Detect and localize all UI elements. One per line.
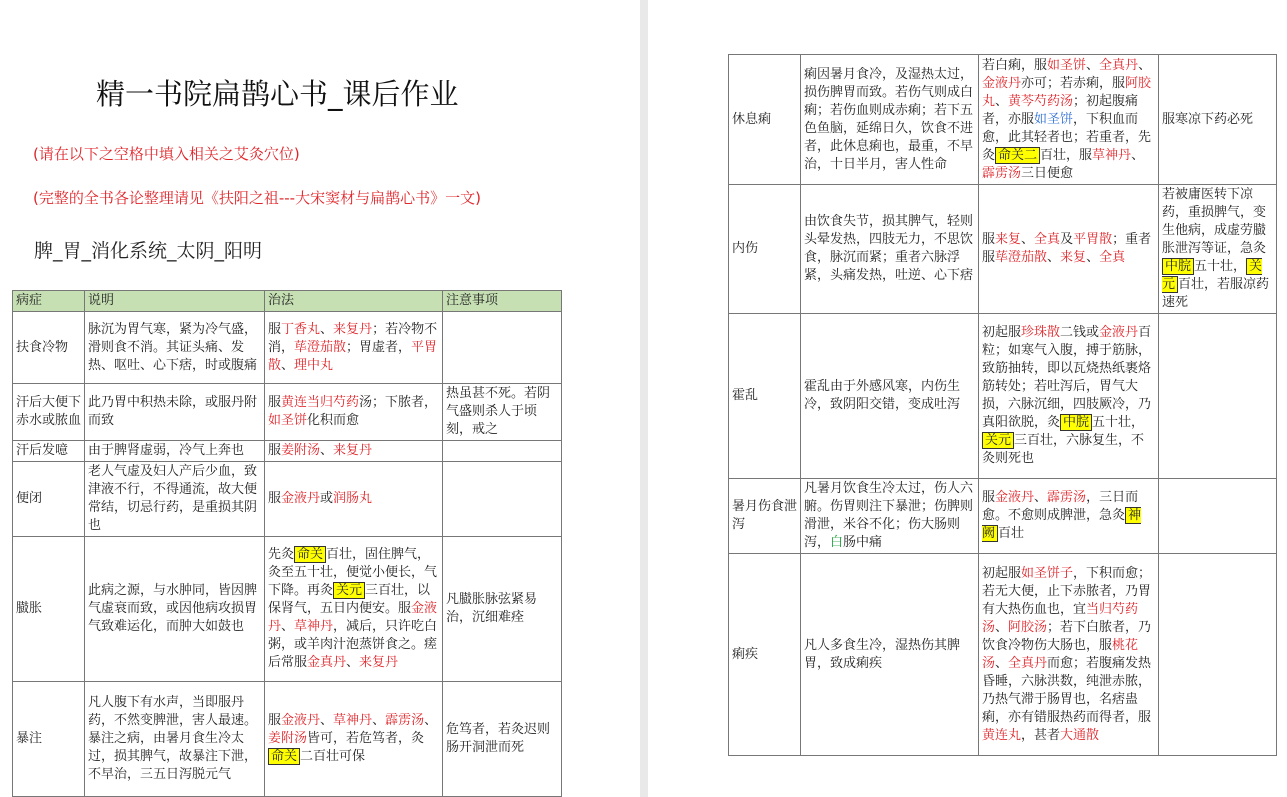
table-row xyxy=(13,537,562,682)
acupoint-highlight: 关元 xyxy=(1162,259,1263,292)
notes-cell xyxy=(443,312,562,384)
remedy-name: 黄芩芍药汤 xyxy=(1008,93,1074,109)
notes-cell xyxy=(1159,554,1277,756)
text-segment: 、 xyxy=(995,655,1009,671)
treatment-cell xyxy=(979,554,1159,756)
remedy-name: 金液丹 xyxy=(268,601,438,634)
remedy-name: 桃花汤 xyxy=(982,637,1139,671)
remedy-name: 金液丹 xyxy=(982,75,1022,91)
description-cell xyxy=(801,479,979,554)
remedy-name: 如圣饼子 xyxy=(1021,565,1074,581)
text-segment: 亦可；若赤痢，服 xyxy=(1021,75,1126,91)
disease-cell: 汗后发噫 xyxy=(13,441,85,462)
remedy-name: 如圣饼 xyxy=(1047,57,1087,73)
text-segment: 百壮 xyxy=(998,526,1025,541)
description-cell: 霍乱由于外感风寒，内伤生冷，致阴阳交错，变成吐泻 xyxy=(801,314,979,479)
remedy-name: 霹雳汤 xyxy=(982,165,1022,181)
text-segment: 五十壮， xyxy=(1194,259,1247,274)
description-cell: 此乃胃中积热未除，或服丹附而致 xyxy=(85,384,265,441)
reference-note: (完整的全书各论整理请见《扶阳之祖---大宋窦材与扁鹊心书》一文) xyxy=(33,189,481,207)
instruction-note: (请在以下之空格中填入相关之艾灸穴位) xyxy=(33,145,300,163)
remedy-name: 平胃散 xyxy=(268,339,438,373)
remedy-name: 来复 xyxy=(995,232,1022,247)
table-row xyxy=(13,441,562,462)
text-segment: ，甚者 xyxy=(1021,727,1061,743)
remedy-name: 全真丹 xyxy=(1099,57,1139,73)
table-row xyxy=(729,55,1277,185)
text-segment: 肠中痛 xyxy=(843,535,883,550)
text-segment: 、 xyxy=(320,321,334,337)
text-segment: 皆可，若危笃者，灸 xyxy=(307,731,425,746)
description-cell: 此病之源，与水肿同，皆因脾气虚衰而致，或因他病攻损胃气致难运化，而肿大如鼓也 xyxy=(85,537,265,682)
text-segment: ；若下白脓者，乃饮食冷物伤大肠也，服 xyxy=(982,619,1152,653)
disease-cell: 暴注 xyxy=(13,682,85,797)
remedy-name: 荜澄茄散 xyxy=(294,339,347,355)
remedy-name: 霹雳汤 xyxy=(385,713,425,728)
text-segment: 百壮，固住脾气，灸至五十壮，便觉小便长，气下降。再灸 xyxy=(268,547,438,598)
remedy-name: 如圣饼 xyxy=(1034,111,1074,127)
text-segment: 先灸 xyxy=(268,547,295,562)
text-segment: 百粒；如寒气入腹，搏于筋脉，致筋抽转，即以瓦烧热纸裹烙筋转处；若吐泻后，胃气大损，六脉沉细，四肢厥冷，乃真阳欲脱，灸 xyxy=(982,325,1152,430)
table-row xyxy=(729,479,1277,554)
text-segment: 、 xyxy=(346,655,360,670)
remedy-name: 来复丹 xyxy=(333,321,373,337)
description-cell: 由饮食失节，损其脾气，轻则头晕发热，四肢无力，不思饮食，脉沉而紧；重者六脉浮紧，头痛发热，吐逆、心下痞 xyxy=(801,185,979,314)
text-segment: 服 xyxy=(268,713,282,728)
notes-cell xyxy=(1159,479,1277,554)
description-cell: 脉沉为胃气寒，紧为冷气盛，滑则食不消。其证头痛、发热、呕吐、心下痞，时或腹痛 xyxy=(85,312,265,384)
text-segment: 服 xyxy=(268,491,282,506)
remedy-name: 全真 xyxy=(1034,232,1061,247)
remedy-name: 金液丹 xyxy=(995,490,1035,505)
text-segment: 三日便愈 xyxy=(1021,165,1074,181)
table-row xyxy=(729,314,1277,479)
notes-cell xyxy=(1159,314,1277,479)
table-row xyxy=(13,682,562,797)
disease-cell: 霍乱 xyxy=(729,314,801,479)
text-segment: 化积而愈 xyxy=(307,413,360,428)
disease-cell: 内伤 xyxy=(729,185,801,314)
text-segment: 或 xyxy=(320,491,334,506)
table-row xyxy=(13,312,562,384)
remedy-name: 草神丹 xyxy=(333,713,373,728)
notes-cell: 凡臌胀脉弦紧易治，沉细难痊 xyxy=(443,537,562,682)
remedy-table-1 xyxy=(12,290,562,797)
disease-cell: 便闭 xyxy=(13,462,85,537)
remedy-name: 金液丹 xyxy=(281,713,321,728)
table-row xyxy=(729,554,1277,756)
remedy-name: 姜附汤 xyxy=(268,731,308,746)
acupoint-highlight: 中脘 xyxy=(1060,414,1092,431)
remedy-name: 润肠丸 xyxy=(333,491,373,506)
text-segment: 、 xyxy=(1086,250,1100,265)
header-description: 说明 xyxy=(85,291,265,312)
notes-cell xyxy=(1159,185,1277,314)
remedy-name: 来复丹 xyxy=(359,655,399,670)
treatment-cell xyxy=(265,384,443,441)
remedy-name: 来复丹 xyxy=(333,443,373,458)
remedy-name: 丁香丸 xyxy=(281,321,321,337)
text-segment: 、 xyxy=(1034,490,1048,505)
document-title: 精一书院扁鹊心书_课后作业 xyxy=(96,77,459,111)
section-heading: 脾_胃_消化系统_太阴_阳明 xyxy=(34,240,263,262)
text-segment: 、 xyxy=(995,619,1009,635)
text-segment: 服 xyxy=(268,395,282,410)
text-segment: 及 xyxy=(1060,232,1074,247)
text-segment: ；若冷物不消， xyxy=(268,321,438,355)
acupoint-highlight: 中脘 xyxy=(1162,258,1194,275)
remedy-name: 珍珠散 xyxy=(1021,325,1061,340)
treatment-cell xyxy=(265,312,443,384)
notes-cell: 服寒凉下药必死 xyxy=(1159,55,1277,185)
header-treatment: 治法 xyxy=(265,291,443,312)
text-segment: 服 xyxy=(982,490,996,505)
text-segment: 服 xyxy=(982,232,996,247)
text-segment: ；重者服 xyxy=(982,232,1152,265)
table-row xyxy=(13,462,562,537)
remedy-name: 理中丸 xyxy=(294,357,334,373)
disease-cell: 暑月伤食泄泻 xyxy=(729,479,801,554)
remedy-name: 阿胶丸 xyxy=(982,75,1152,109)
treatment-cell xyxy=(265,462,443,537)
remedy-name: 平胃散 xyxy=(1073,232,1113,247)
remedy-name: 草神丹 xyxy=(294,619,334,634)
disease-cell: 休息痢 xyxy=(729,55,801,185)
notes-cell xyxy=(443,462,562,537)
remedy-name: 霹雳汤 xyxy=(1047,490,1087,505)
text-segment: 、 xyxy=(372,713,386,728)
remedy-name: 金液丹 xyxy=(1099,325,1139,340)
text-segment: 百壮，服 xyxy=(1040,147,1093,163)
description-cell: 凡人多食生冷，湿热伤其脾胃，致成痢疾 xyxy=(801,554,979,756)
notes-cell: 热虽甚不死。若阴气盛则杀人于顷刻，戒之 xyxy=(443,384,562,441)
remedy-name: 黄连丸 xyxy=(982,727,1022,743)
text-segment: 凡暑月饮食生冷太过，伤人六腑。伤胃则注下暴泄；伤脾则滑泄，米谷不化；伤大肠则泻， xyxy=(804,481,974,550)
remedy-name: 全真 xyxy=(1099,250,1126,265)
notes-cell xyxy=(443,441,562,462)
text-segment: 、 xyxy=(1047,250,1061,265)
treatment-cell xyxy=(265,441,443,462)
table-row xyxy=(729,185,1277,314)
text-segment: 三百壮，以保肾气，五日内便安。服 xyxy=(268,583,431,616)
table-row xyxy=(13,384,562,441)
text-segment: 、 xyxy=(1131,147,1145,163)
document-page-1 xyxy=(0,0,640,797)
text-segment: ，下积血而愈，此其轻者也；若重者，先灸 xyxy=(982,111,1152,163)
acupoint-highlight: 命关 xyxy=(294,546,326,563)
text-segment: 、 xyxy=(281,619,295,634)
acupoint-highlight: 命关二 xyxy=(995,147,1040,164)
text-segment: 若被庸医转下凉药，重损脾气，变生他病，成虚劳臌胀泄泻等证，急灸 xyxy=(1162,187,1267,256)
disease-cell: 扶食冷物 xyxy=(13,312,85,384)
text-segment: 、 xyxy=(320,443,334,458)
text-segment: 初起服 xyxy=(982,325,1022,340)
description-cell: 痢因暑月食冷，及湿热太过，损伤脾胃而致。若伤气则成白痢；若伤血则成赤痢；若下五色鱼脑，延绵日久，饮食不进者，此休息痢也，最重，不早治，十日半月，害人性命 xyxy=(801,55,979,185)
text-segment: 、 xyxy=(1086,57,1100,73)
text-segment: 而愈；若腹痛发热昏睡，六脉洪数，纯泄赤脓，乃热气滞于肠胃也，名痞蛊痢，亦有错服热药而得者，服 xyxy=(982,655,1152,725)
treatment-cell xyxy=(265,537,443,682)
remedy-table-2 xyxy=(728,54,1277,756)
header-disease: 病症 xyxy=(13,291,85,312)
remedy-name: 草神丹 xyxy=(1092,147,1132,163)
disease-cell: 痢疾 xyxy=(729,554,801,756)
treatment-cell xyxy=(979,55,1159,185)
remedy-name: 金真丹 xyxy=(307,655,347,670)
description-cell: 老人气虚及妇人产后少血，致津液不行，不得通流，故大便常结，切忌行药，是重损其阴也 xyxy=(85,462,265,537)
acupoint-highlight: 命关 xyxy=(268,748,300,765)
text-segment: 、 xyxy=(424,713,438,728)
text-segment: 初起服 xyxy=(982,565,1022,581)
acupoint-highlight: 神阙 xyxy=(982,508,1142,541)
description-cell: 由于脾肾虚弱，冷气上奔也 xyxy=(85,441,265,462)
acupoint-highlight: 关元 xyxy=(333,582,365,599)
text-segment: ，三日而愈。不愈则成脾泄，急灸 xyxy=(982,490,1139,523)
remedy-name: 金液丹 xyxy=(281,491,321,506)
remedy-name: 白 xyxy=(830,535,844,550)
treatment-cell xyxy=(265,682,443,797)
text-segment: 二钱或 xyxy=(1060,325,1100,340)
remedy-name: 如圣饼 xyxy=(268,413,308,428)
treatment-cell xyxy=(979,314,1159,479)
text-segment: 二百壮可保 xyxy=(300,749,366,764)
treatment-cell xyxy=(979,185,1159,314)
remedy-name: 当归芍药汤 xyxy=(982,601,1139,635)
text-segment: 汤；下脓者， xyxy=(359,395,438,410)
disease-cell: 汗后大便下赤水或脓血 xyxy=(13,384,85,441)
text-segment: 三百壮，六脉复生，不灸则死也 xyxy=(982,433,1145,466)
remedy-name: 来复 xyxy=(1060,250,1087,265)
acupoint-highlight: 关元 xyxy=(982,432,1014,449)
remedy-name: 荜澄茄散 xyxy=(995,250,1048,265)
document-page-2 xyxy=(648,0,1287,797)
text-segment: 百壮，若服凉药速死 xyxy=(1162,277,1270,310)
text-segment: ，下积而愈；若无大便，止下赤脓者，乃胃有大热伤血也，宜 xyxy=(982,565,1152,617)
remedy-name: 大通散 xyxy=(1060,727,1100,743)
remedy-name: 阿胶汤 xyxy=(1008,619,1048,635)
notes-cell: 危笃者，若灸迟则肠开洞泄而死 xyxy=(443,682,562,797)
remedy-name: 姜附汤 xyxy=(281,443,321,458)
text-segment: 、 xyxy=(320,713,334,728)
text-segment: 、 xyxy=(1021,232,1035,247)
text-segment: 服 xyxy=(268,443,282,458)
disease-cell: 臌胀 xyxy=(13,537,85,682)
text-segment: 、 xyxy=(995,93,1009,109)
text-segment: 五十壮， xyxy=(1092,415,1145,430)
header-notes: 注意事项 xyxy=(443,291,562,312)
text-segment: 、 xyxy=(1138,57,1152,73)
remedy-name: 黄连当归芍药 xyxy=(281,395,360,410)
text-segment: ；初起腹痛者，亦服 xyxy=(982,93,1139,127)
treatment-cell xyxy=(979,479,1159,554)
text-segment: 、 xyxy=(281,357,295,373)
description-cell: 凡人腹下有水声，当即服丹药，不然变脾泄，害人最速。暴注之病，由暑月食生冷太过，损其脾气，故暴注下泄，不早治，三五日泻脱元气 xyxy=(85,682,265,797)
remedy-name: 全真丹 xyxy=(1008,655,1048,671)
text-segment: 服 xyxy=(268,321,282,337)
text-segment: ；胃虚者， xyxy=(346,339,412,355)
text-segment: ，减后，只许吃白粥，或羊肉汁泡蒸饼食之。瘥后常服 xyxy=(268,619,438,670)
text-segment: 若白痢，服 xyxy=(982,57,1048,73)
